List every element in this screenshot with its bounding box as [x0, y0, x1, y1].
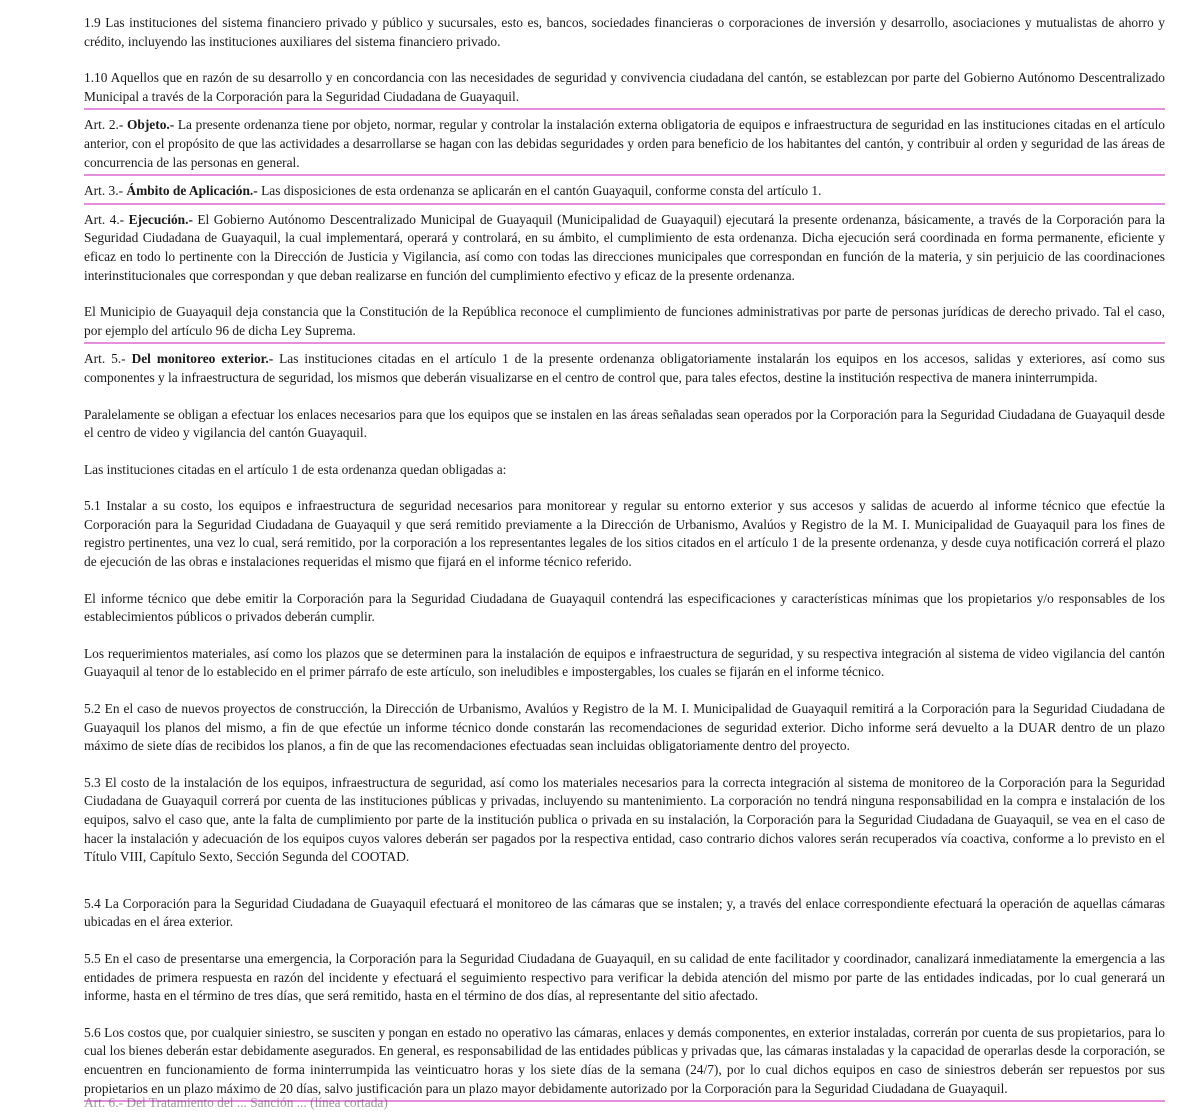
article-2-prefix: Art. 2.- — [84, 117, 127, 133]
clause-5-3: 5.3 El costo de la instalación de los equipos, infraestructura de seguridad, así como los materiales necesarios para la correcta integración al sistema de monitoreo de la Corporación para la Seguridad Ciudadana de Guayaquil correrá por cuenta de las instituciones públicas y privadas, incluyendo su mantenimiento. La corporación no tendrá ninguna responsabilidad en la compra e instalación de los equipos, salvo el caso que, ante la falta de cumplimiento por parte de la institución publica o privada en su instalación, la Corporación para la Seguridad Ciudadana de Guayaquil, se vea en el caso de hacer la instalación y adecuación de los equipos cuyos valores deberán ser pagados por la respectiva entidad, caso contrario dichos valores serán recuperados vía coactiva, conforme a lo previsto en el Título VIII, Capítulo Sexto, Sección Segunda del COOTAD. — [84, 774, 1165, 865]
truncated-next-line: Art. 6.- Del Tratamiento del ... Sanción ... (línea cortada) — [84, 1095, 388, 1111]
article-4-prefix: Art. 4.- — [84, 211, 129, 227]
clause-5-6: 5.6 Los costos que, por cualquier siniestro, se susciten y pongan en estado no operativo las cámaras, enlaces y demás componentes, en exterior instaladas, correrán por cuenta de sus propietarios, para lo cual los bienes deberán estar debidamente asegurados. En general, es responsabilidad de las entidades públicas y privadas que, las cámaras instaladas y la capacidad de operarlas desde la corporación, se encuentren en funcionamiento de forma ininterrumpida las veinticuatro horas y los siete días de la semana (24/7), por lo cual dichos equipos en caso de siniestros deberán ser repuestos por sus propietarios en un plazo máximo de 20 días, salvo justificación para un plazo mayor debidamente autorizado por la Corporación para la Seguridad Ciudadana de Guayaquil. — [84, 1024, 1165, 1102]
article-4 — [84, 211, 1165, 285]
article-2-title: Objeto.- — [126, 117, 175, 133]
article-4-text: El Gobierno Autónomo Descentralizado Municipal de Guayaquil (Municipalidad de Guayaquil) ejecutará la presente ordenanza, básicamente, a través de la Corporación para la Seguridad Ciudadana de Guayaquil, la cual implementará, operará y controlará, en su ámbito, el cumplimiento de esta ordenanza. Dicha ejecución será coordinada en forma permanente, eficiente y eficaz en todo lo pertinente con la Dirección de Justicia y Vigilancia, así como con todas las direcciones municipales que correspondan en función de la materia, y sin perjuicio de las coordinaciones interinstitucionales que correspondan y que deban realizarse en función del cumplimiento efectivo y eficaz de la presente ordenanza. — [84, 211, 1165, 283]
article-5-text: Las instituciones citadas en el artículo 1 de la presente ordenanza obligatoriamente instalarán los equipos en los accesos, salidas y exteriores, así como sus componentes y la infraestructura de seguridad, los mismos que deberán visualizarse en el centro de control que, para tales efectos, destine la institución respectiva de manera ininterrumpida. — [84, 351, 1165, 385]
clause-5-1: 5.1 Instalar a su costo, los equipos e infraestructura de seguridad necesarios para monitorear y regular su entorno exterior y sus accesos y salidas de acuerdo al informe técnico que efectúe la Corporación para la Seguridad Ciudadana de Guayaquil y que será remitido previamente a la Dirección de Urbanismo, Avalúos y Registro de la M. I. Municipalidad de Guayaquil para los fines de registro pertinentes, una vez lo cual, será remitido, por la corporación a los representantes legales de los sitios citados en el artículo 1 de la presente ordenanza, y desde cuya notificación correrá el plazo de ejecución de las obras e instalaciones requeridas el mismo que fijará en el informe técnico referido. — [84, 498, 1165, 570]
clause-5-5: 5.5 En el caso de presentarse una emergencia, la Corporación para la Seguridad Ciudadana de Guayaquil, en su calidad de ente facilitador y coordinador, canalizará inmediatamente la emergencia a las entidades de primera respuesta en razón del incidente y efectuará el seguimiento respectivo para verificar la debida atención del mismo por parte de las entidades indicadas, por lo cual generará un informe, hasta en el término de tres días, que será remitido, hasta en el término de dos días, al representante del sitio afectado. — [84, 950, 1165, 1004]
article-2-text: La presente ordenanza tiene por objeto, normar, regular y controlar la instalación externa obligatoria de equipos e infraestructura de seguridad en las instituciones citadas en el artículo anterior, con el propósito de que las actividades a desarrollarse se hagan con las debidas seguridades y orden para beneficio de los habitantes del cantón, y contribuir al orden y seguridad de las áreas de concurrencia de las personas en general. — [84, 117, 1165, 170]
article-3-prefix: Art. 3.- — [84, 183, 127, 199]
clause-5-1-paragraph-2: El informe técnico que debe emitir la Corporación para la Seguridad Ciudadana de Guayaquil contendrá las especificaciones y características mínimas que los propietarios y/o responsables de los establecimientos públicos o privados deberán cumplir. — [84, 590, 1165, 625]
article-5-title: Del monitoreo exterior.- — [131, 351, 274, 367]
article-5-paragraph-3: Las instituciones citadas en el artículo 1 de esta ordenanza quedan obligadas a: — [84, 461, 507, 477]
paragraph-1-10: 1.10 Aquellos que en razón de su desarrollo y en concordancia con las necesidades de seguridad y convivencia ciudadana del cantón, se establezcan por parte del Gobierno Autónomo Descentralizado Municipal a través de la Corporación para la Seguridad Ciudadana de Guayaquil. — [84, 69, 1165, 110]
article-3-text: Las disposiciones de esta ordenanza se aplicarán en el cantón Guayaquil, conforme consta del artículo 1. — [257, 183, 822, 199]
article-4-paragraph-2: El Municipio de Guayaquil deja constancia que la Constitución de la República reconoce el cumplimiento de funciones administrativas por parte de personas jurídicas de derecho privado. Tal el caso, por ejemplo del artículo 96 de dicha Ley Suprema. — [84, 303, 1165, 344]
clause-5-4: 5.4 La Corporación para la Seguridad Ciudadana de Guayaquil efectuará el monitoreo de las cámaras que se instalen; y, a través del enlace correspondiente efectuará la operación de aquellas cámaras ubicadas en el área exterior. — [84, 895, 1165, 930]
article-5-paragraph-2: Paralelamente se obligan a efectuar los enlaces necesarios para que los equipos que se instalen en las áreas señaladas sean operados por la Corporación para la Seguridad Ciudadana de Guayaquil desde el centro de video y vigilancia del cantón Guayaquil. — [84, 406, 1165, 441]
clause-5-1-paragraph-3: Los requerimientos materiales, así como los plazos que se determinen para la instalación de equipos e infraestructura de seguridad, y su respectiva integración al sistema de video vigilancia del cantón Guayaquil al tenor de lo establecido en el primer párrafo de este artículo, son ineludibles e impostergables, los cuales se fijarán en el informe técnico. — [84, 645, 1165, 680]
article-3-title: Ámbito de Aplicación.- — [126, 183, 258, 199]
clause-5-2: 5.2 En el caso de nuevos proyectos de construcción, la Dirección de Urbanismo, Avalúos y Registro de la M. I. Municipalidad de Guayaquil remitirá a la Corporación para la Seguridad Ciudadana de Guayaquil los planos del mismo, a fin de que efectúe un informe técnico donde constarán las recomendaciones de seguridad exterior. Dicho informe será devuelto a la DUAR dentro de un plazo máximo de siete días de recibidos los planos, a fin de que las recomendaciones efectuadas sean incluidas obligatoriamente dentro del proyecto. — [84, 701, 1165, 754]
article-5-prefix: Art. 5.- — [84, 351, 132, 367]
article-2 — [84, 116, 1165, 176]
article-3 — [84, 182, 1165, 205]
article-4-title: Ejecución.- — [128, 211, 193, 227]
article-5 — [84, 350, 1165, 387]
paragraph-1-9: 1.9 Las instituciones del sistema financiero privado y público y sucursales, esto es, bancos, sociedades financieras o corporaciones de inversión y desarrollo, asociaciones y mutualistas de ahorro y crédito, incluyendo las instituciones auxiliares del sistema financiero privado. — [84, 15, 1165, 49]
